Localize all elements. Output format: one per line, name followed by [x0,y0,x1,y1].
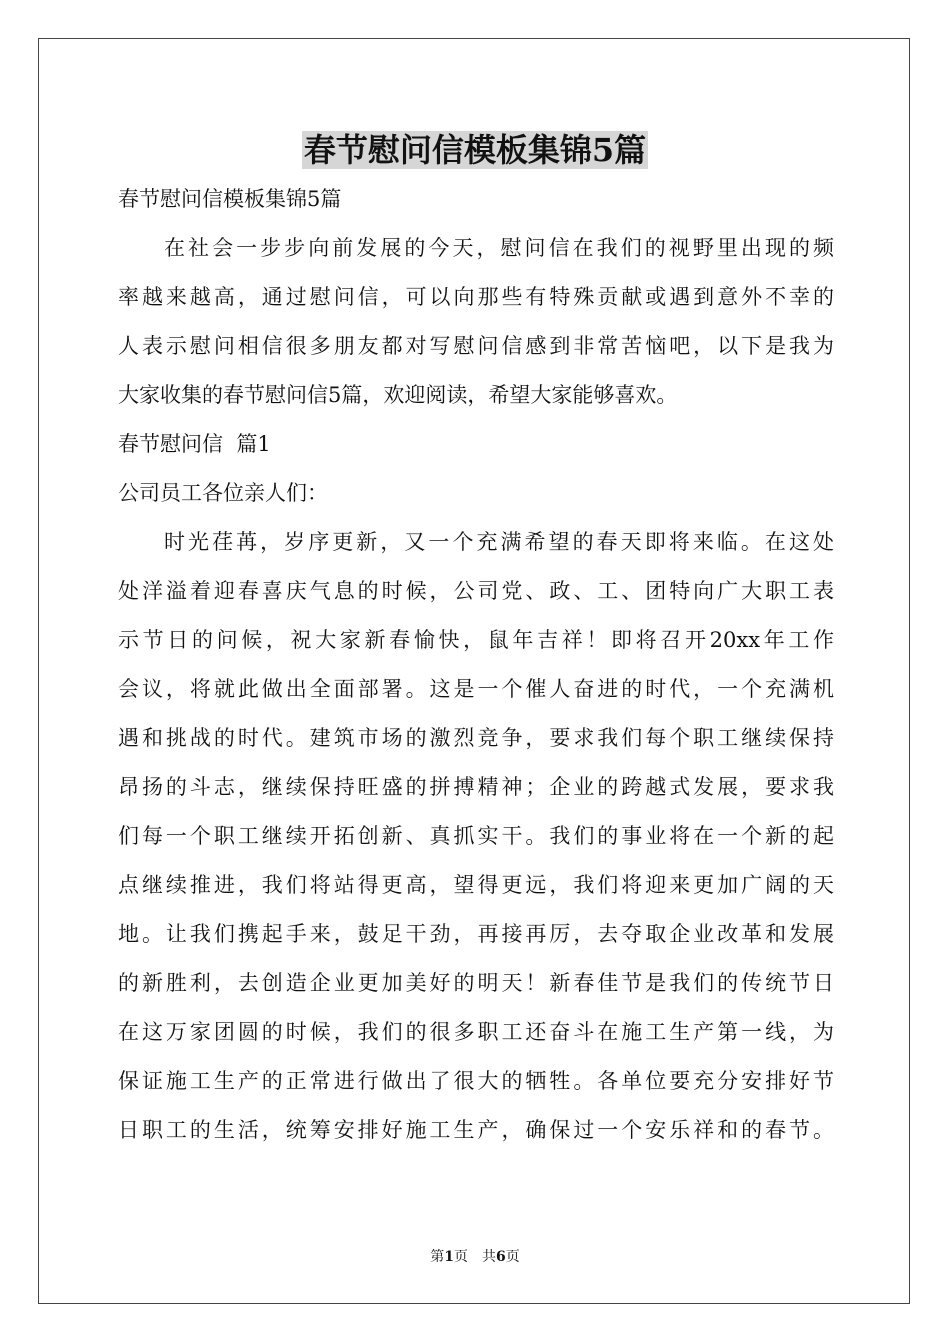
section-heading: 春节慰问信 篇1 [118,432,271,456]
salutation: 公司员工各位亲人们： [118,481,328,505]
document-title [0,124,950,176]
body-line: 遇和挑战的时代。建筑市场的激烈竞争，要求我们每个职工继续保持 [118,726,834,750]
letter-body-paragraph [118,518,834,1155]
body-line: 地。让我们携起手来，鼓足干劲，再接再厉，去夺取企业改革和发展 [118,922,834,946]
page-footer [0,1247,950,1267]
body-line: 处洋溢着迎春喜庆气息的时候，公司党、政、工、团特向广大职工表 [118,579,834,603]
intro-line: 人表示慰问相信很多朋友都对写慰问信感到非常苦恼吧，以下是我为 [118,334,834,358]
total-suffix: 页 [505,1249,520,1265]
body-line: 示节日的问候，祝大家新春愉快，鼠年吉祥！即将召开20xx年工作 [118,628,834,652]
intro-line: 率越来越高，通过慰问信，可以向那些有特殊贡献或遇到意外不幸的 [118,285,834,309]
body-line: 的新胜利，去创造企业更加美好的明天！新春佳节是我们的传统节日 [118,971,834,995]
body-line: 昂扬的斗志，继续保持旺盛的拼搏精神；企业的跨越式发展，要求我 [118,775,834,799]
body-line: 保证施工生产的正常进行做出了很大的牺牲。各单位要充分安排好节 [118,1069,834,1093]
intro-paragraph [118,224,834,420]
body-line: 点继续推进，我们将站得更高，望得更远，我们将迎来更加广阔的天 [118,873,834,897]
total-pages: 6 [496,1249,506,1265]
document-body [118,175,834,1155]
body-line: 在这万家团圆的时候，我们的很多职工还奋斗在施工生产第一线，为 [118,1020,834,1044]
body-line: 们每一个职工继续开拓创新、真抓实干。我们的事业将在一个新的起 [118,824,834,848]
body-line: 时光荏苒，岁序更新，又一个充满希望的春天即将来临。在这处 [164,530,834,554]
intro-line: 大家收集的春节慰问信5篇，欢迎阅读，希望大家能够喜欢。 [118,383,678,407]
body-line: 会议，将就此做出全面部署。这是一个催人奋进的时代，一个充满机 [118,677,834,701]
page-number: 1 [444,1249,454,1265]
total-prefix: 共 [482,1249,496,1265]
document-title-text: 春节慰问信模板集锦5篇 [303,131,647,169]
page-prefix: 第 [430,1249,445,1265]
body-line: 日职工的生活，统筹安排好施工生产，确保过一个安乐祥和的春节。 [118,1118,834,1142]
intro-line: 在社会一步步向前发展的今天，慰问信在我们的视野里出现的频 [164,236,834,260]
page-suffix: 页 [454,1249,468,1265]
document-subtitle: 春节慰问信模板集锦5篇 [118,187,342,211]
